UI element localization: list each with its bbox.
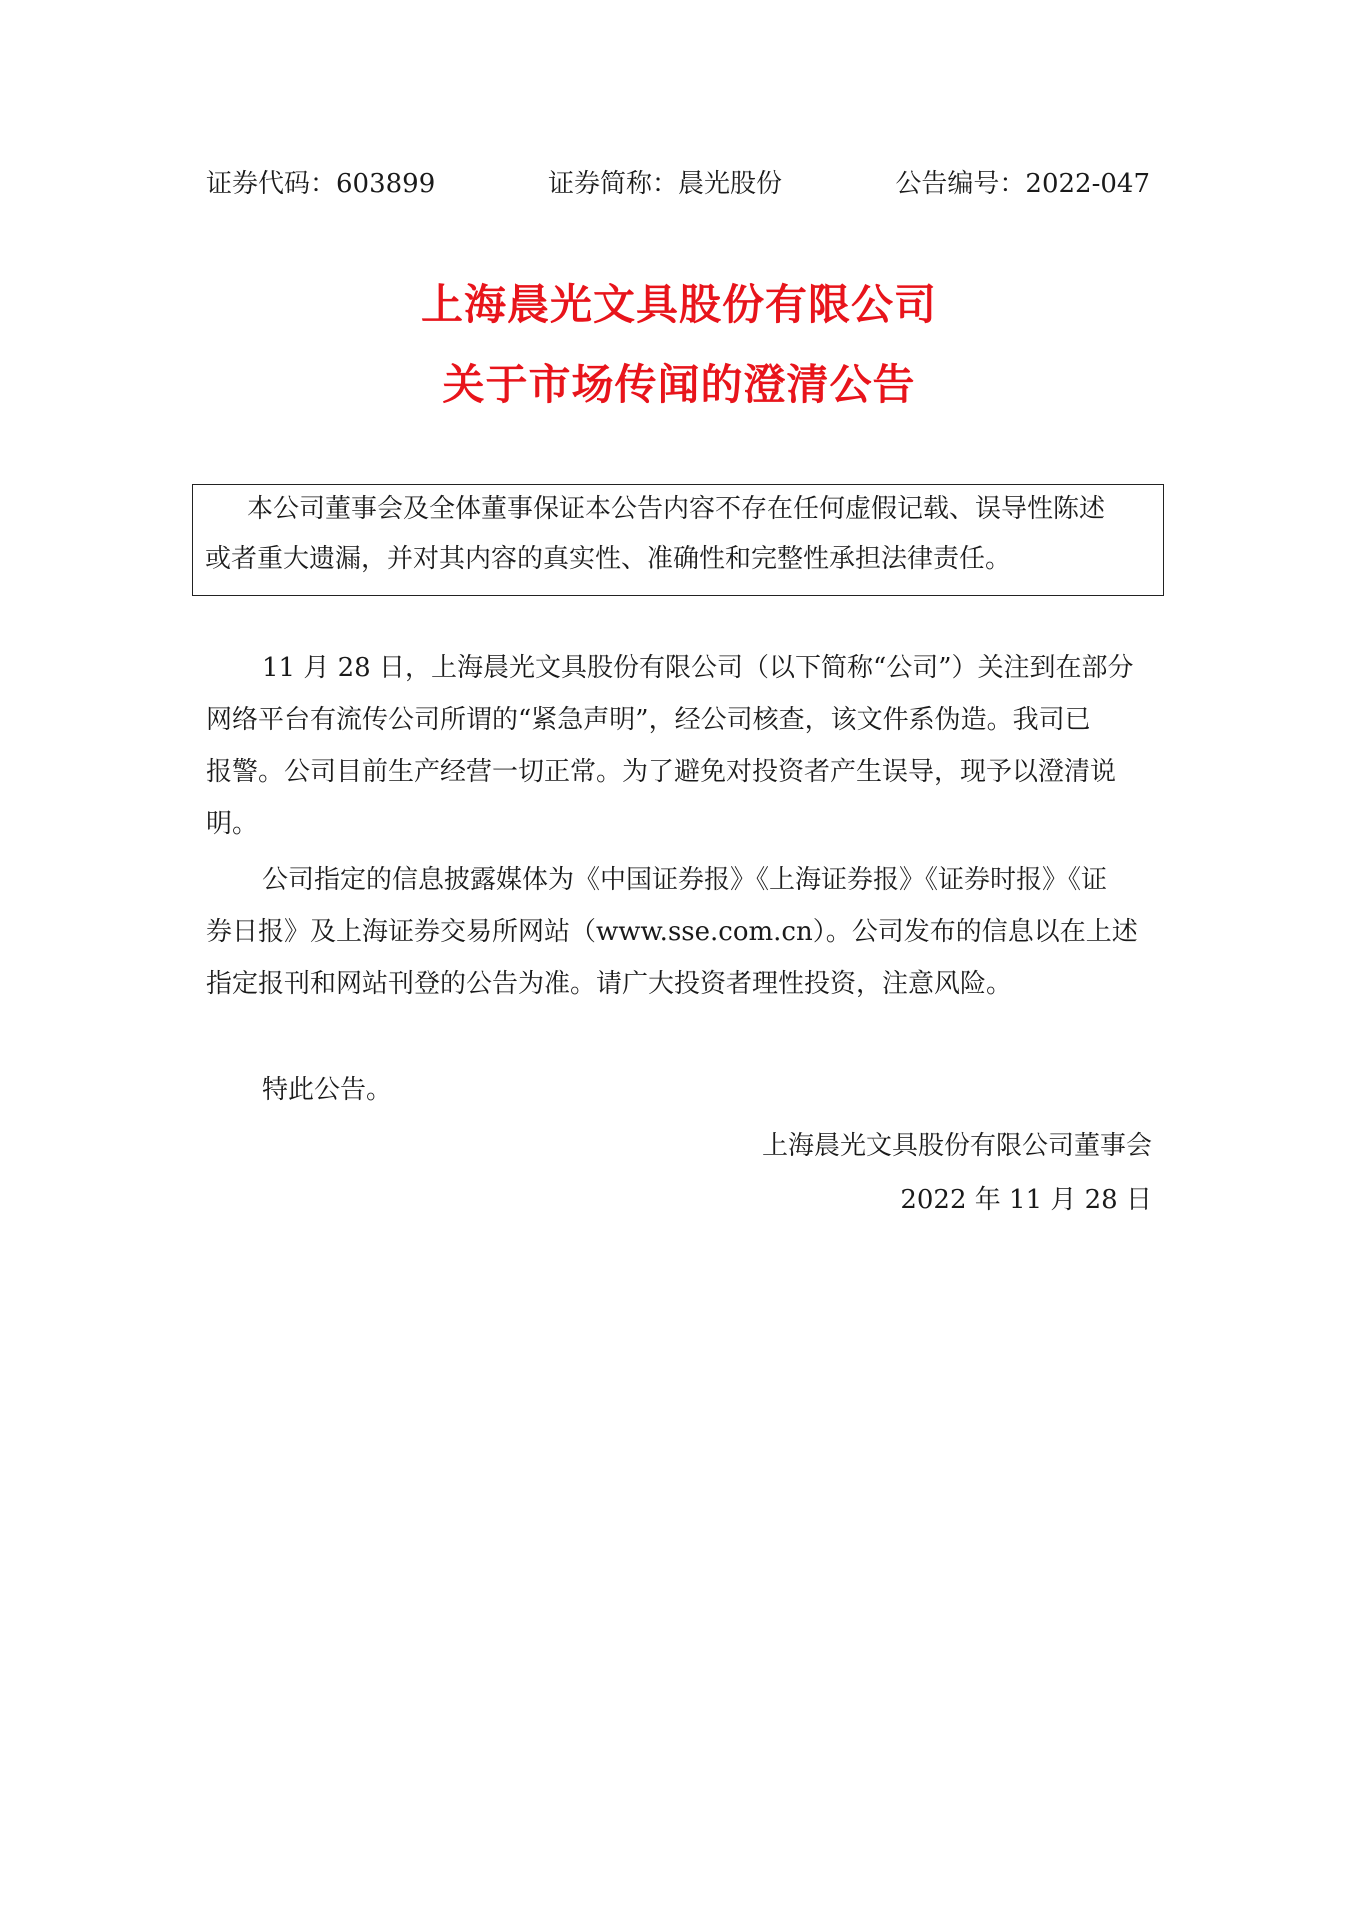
body-para1-line: 明。 [206,809,259,839]
body-para2-line: 券日报》及上海证券交易所网站（www.sse.com.cn）。公司发布的信息以在上述 [206,917,1138,947]
body-para2-line: 指定报刊和网站刊登的公告为准。请广大投资者理性投资，注意风险。 [206,969,1013,999]
signature-date: 2022 年 11 月 28 日 [900,1185,1152,1215]
body-para1-line: 11 月 28 日，上海晨光文具股份有限公司（以下简称“公司”）关注到在部分 [262,653,1134,683]
closing-remark: 特此公告。 [262,1075,393,1105]
stock-code: 证券代码：603899 [206,169,436,199]
announcement-number: 公告编号：2022-047 [895,169,1150,199]
announcement-header [206,164,1150,204]
document-title-company: 上海晨光文具股份有限公司 [420,280,937,329]
stock-short-name: 证券简称：晨光股份 [548,169,783,199]
document-title-subject: 关于市场传闻的澄清公告 [442,360,916,409]
signature-issuer: 上海晨光文具股份有限公司董事会 [761,1131,1152,1161]
body-para1-line: 网络平台有流传公司所谓的“紧急声明”，经公司核查，该文件系伪造。我司已 [206,705,1091,735]
body-para2-line: 公司指定的信息披露媒体为《中国证券报》《上海证券报》《证券时报》《证 [262,865,1108,895]
body-para1-line: 报警。公司目前生产经营一切正常。为了避免对投资者产生误导，现予以澄清说 [206,757,1117,787]
statement-line: 或者重大遗漏，并对其内容的真实性、准确性和完整性承担法律责任。 [205,544,1012,574]
board-statement-box [192,484,1164,596]
statement-line: 本公司董事会及全体董事保证本公告内容不存在任何虚假记载、误导性陈述 [247,494,1106,524]
